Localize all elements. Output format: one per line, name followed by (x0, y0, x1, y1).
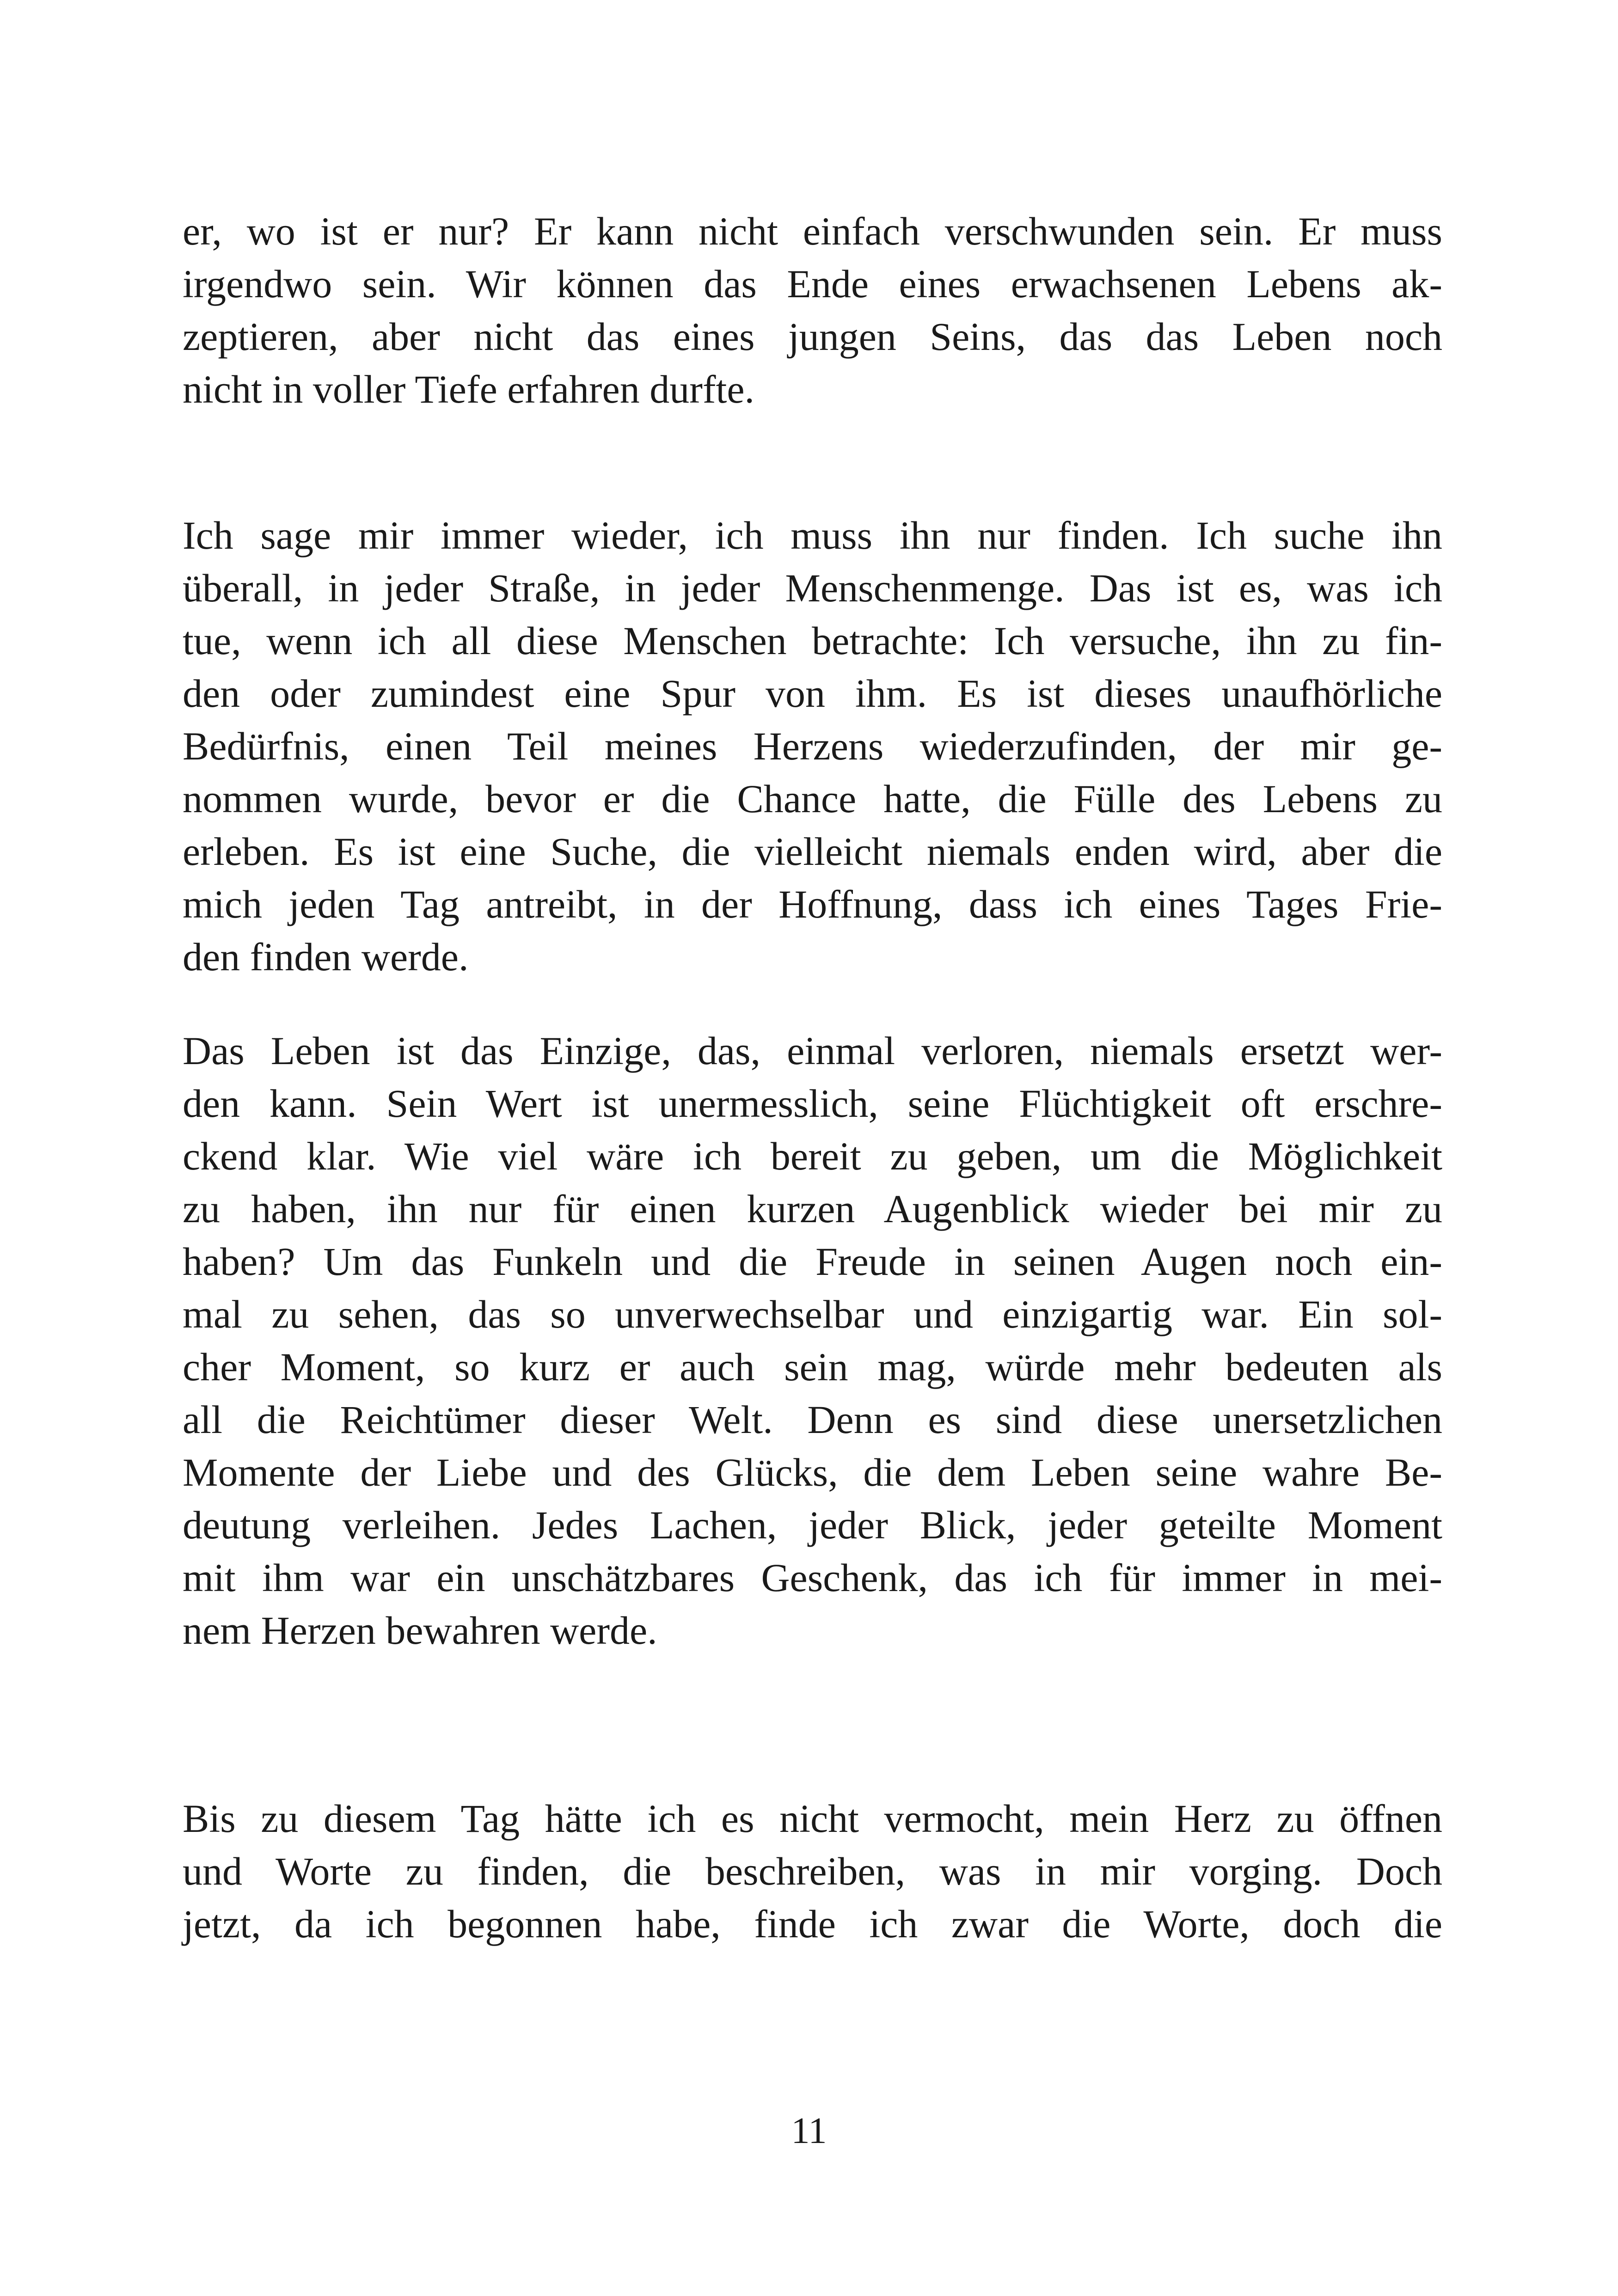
page-number: 11 (791, 2111, 827, 2151)
text-line: cher Moment, so kurz er auch sein mag, würde mehr bedeuten als (183, 1345, 1442, 1389)
text-line: und Worte zu finden, die beschreiben, was in mir vorging. Doch (183, 1849, 1442, 1893)
text-line: überall, in jeder Straße, in jeder Menschenmenge. Das ist es, was ich (183, 566, 1442, 610)
text-line: er, wo ist er nur? Er kann nicht einfach verschwunden sein. Er muss (183, 209, 1442, 253)
text-line: mich jeden Tag antreibt, in der Hoffnung, dass ich eines Tages Frie- (183, 882, 1442, 926)
text-line: mal zu sehen, das so unverwechselbar und einzigartig war. Ein sol- (183, 1292, 1442, 1336)
text-line: zu haben, ihn nur für einen kurzen Augenblick wieder bei mir zu (183, 1187, 1442, 1231)
paragraph-2 (183, 509, 1442, 983)
text-line: Bedürfnis, einen Teil meines Herzens wiederzufinden, der mir ge- (183, 724, 1442, 768)
text-line: Ich sage mir immer wieder, ich muss ihn nur finden. Ich suche ihn (183, 513, 1442, 557)
text-line: nommen wurde, bevor er die Chance hatte, die Fülle des Lebens zu (183, 777, 1442, 821)
paragraph-1 (183, 205, 1442, 416)
text-line: tue, wenn ich all diese Menschen betrachte: Ich versuche, ihn zu fin- (183, 618, 1442, 663)
text-line: all die Reichtümer dieser Welt. Denn es sind diese unersetzlichen (183, 1397, 1442, 1442)
text-line: haben? Um das Funkeln und die Freude in seinen Augen noch ein- (183, 1239, 1442, 1284)
text-line: irgendwo sein. Wir können das Ende eines erwachsenen Lebens ak- (183, 262, 1442, 306)
text-line: Das Leben ist das Einzige, das, einmal verloren, niemals ersetzt wer- (183, 1029, 1442, 1073)
text-line: deutung verleihen. Jedes Lachen, jeder Blick, jeder geteilte Moment (183, 1503, 1442, 1547)
text-line: den oder zumindest eine Spur von ihm. Es ist dieses unaufhörliche (183, 671, 1442, 716)
paragraph-3 (183, 1024, 1442, 1657)
paragraph-4 (183, 1792, 1442, 1950)
text-line: Bis zu diesem Tag hätte ich es nicht vermocht, mein Herz zu öffnen (183, 1796, 1442, 1841)
text-line: den kann. Sein Wert ist unermesslich, seine Flüchtigkeit oft erschre- (183, 1081, 1442, 1126)
text-line: erleben. Es ist eine Suche, die vielleicht niemals enden wird, aber die (183, 829, 1442, 874)
text-line: jetzt, da ich begonnen habe, finde ich zwar die Worte, doch die (183, 1902, 1442, 1946)
text-line: den finden werde. (183, 935, 469, 979)
text-line: Momente der Liebe und des Glücks, die dem Leben seine wahre Be- (183, 1450, 1442, 1494)
text-line: ckend klar. Wie viel wäre ich bereit zu geben, um die Möglichkeit (183, 1134, 1442, 1178)
text-line: nicht in voller Tiefe erfahren durfte. (183, 367, 755, 411)
text-line: nem Herzen bewahren werde. (183, 1608, 657, 1653)
text-line: mit ihm war ein unschätzbares Geschenk, das ich für immer in mei- (183, 1555, 1442, 1600)
text-line: zeptieren, aber nicht das eines jungen Seins, das das Leben noch (183, 314, 1442, 359)
